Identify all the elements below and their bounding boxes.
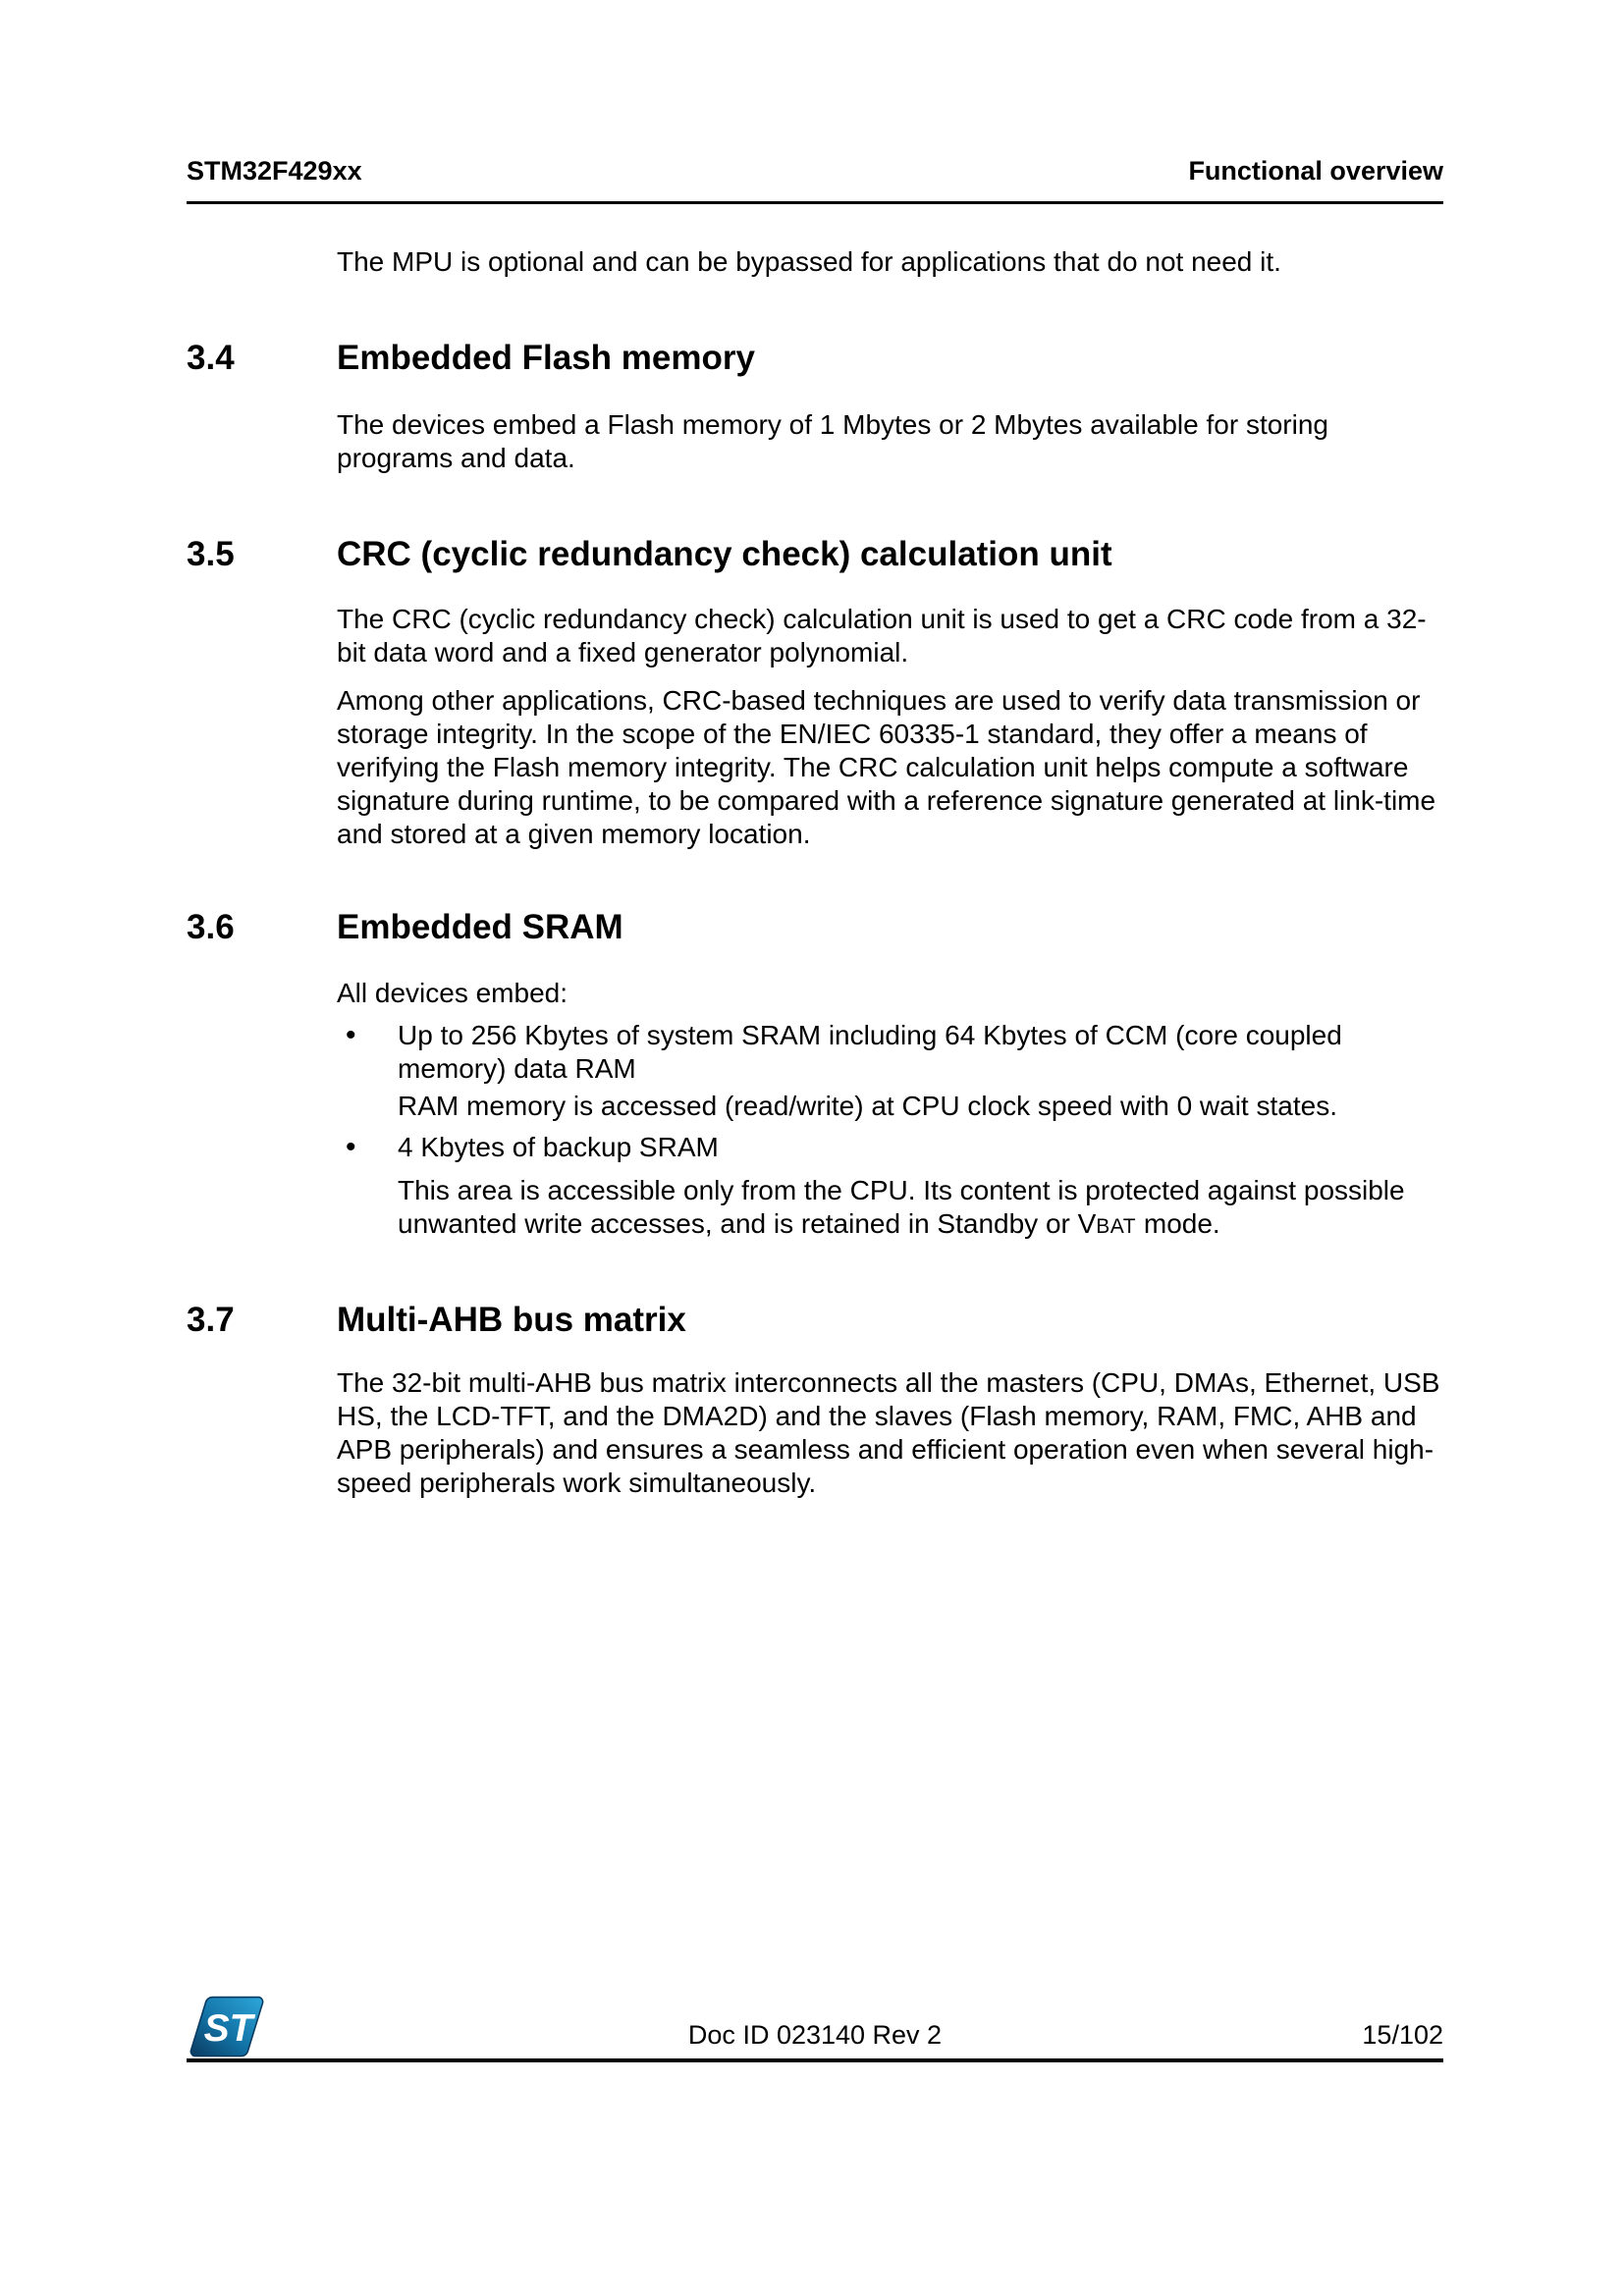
footer-doc-id: Doc ID 023140 Rev 2	[687, 2020, 943, 2050]
header-part-number: STM32F429xx	[187, 156, 362, 186]
section-3-4-paragraph: The devices embed a Flash memory of 1 Mbytes or 2 Mbytes available for storing programs and data.	[337, 409, 1328, 473]
section-title: Embedded SRAM	[337, 908, 623, 946]
bullet-item-system-sram	[346, 1019, 1443, 1086]
vbat-smallcaps: BAT	[1096, 1215, 1137, 1238]
section-heading-3-7	[187, 1301, 1443, 1340]
section-3-5-paragraph-2: Among other applications, CRC-based techniques are used to verify data transmission or storage integrity. In the scope of the EN/IEC 60335-1 standard, they offer a means of verifying the Flash memory integrity. The CRC calculation unit helps compute a software signature during runtime, to be compared with a reference signature generated at link-time and stored at a given memory location.	[337, 685, 1436, 849]
bullet-sub-backup-area	[398, 1174, 1443, 1244]
sub-text-before: This area is accessible only from the CPU. Its content is protected against possible unwanted write accesses, and is retained in Standby or V	[398, 1175, 1405, 1239]
section-number: 3.5	[187, 535, 235, 573]
section-number: 3.7	[187, 1301, 235, 1339]
section-3-6-intro: All devices embed:	[337, 978, 568, 1008]
bullet-text: Up to 256 Kbytes of system SRAM including 64 Kbytes of CCM (core coupled memory) data RAM	[398, 1020, 1342, 1084]
page-header	[187, 157, 1443, 204]
section-3-7-paragraph: The 32-bit multi-AHB bus matrix interconnects all the masters (CPU, DMAs, Ethernet, USB HS, the LCD-TFT, and the DMA2D) and the slaves (Flash memory, RAM, FMC, AHB and APB peripherals) and ensures a seamless and efficient operation even when several high-speed peripherals work simultaneously.	[337, 1367, 1440, 1498]
section-number: 3.6	[187, 908, 235, 946]
section-heading-3-6	[187, 908, 1443, 947]
bullet-item-backup-sram	[346, 1131, 1443, 1164]
section-title: Embedded Flash memory	[337, 339, 755, 377]
footer-page-number: 15/102	[1362, 2020, 1443, 2050]
section-heading-3-4	[187, 339, 1443, 378]
section-3-5-paragraph-1: The CRC (cyclic redundancy check) calculation unit is used to get a CRC code from a 32-bit data word and a fixed generator polynomial.	[337, 604, 1427, 667]
section-title: CRC (cyclic redundancy check) calculation unit	[337, 535, 1112, 573]
svg-text:ST: ST	[203, 2007, 253, 2051]
mpu-intro-paragraph: The MPU is optional and can be bypassed for applications that do not need it.	[337, 246, 1281, 277]
bullet-sub-ram-speed: RAM memory is accessed (read/write) at CPU clock speed with 0 wait states.	[398, 1091, 1337, 1121]
sub-text-after: mode.	[1136, 1208, 1220, 1239]
bullet-icon: •	[346, 1019, 356, 1051]
footer-divider	[187, 2058, 1443, 2062]
section-number: 3.4	[187, 339, 235, 377]
section-title: Multi-AHB bus matrix	[337, 1301, 686, 1339]
bullet-icon: •	[346, 1131, 356, 1163]
section-heading-3-5	[187, 535, 1443, 574]
bullet-text: 4 Kbytes of backup SRAM	[398, 1132, 719, 1162]
header-chapter-title: Functional overview	[1188, 156, 1443, 186]
